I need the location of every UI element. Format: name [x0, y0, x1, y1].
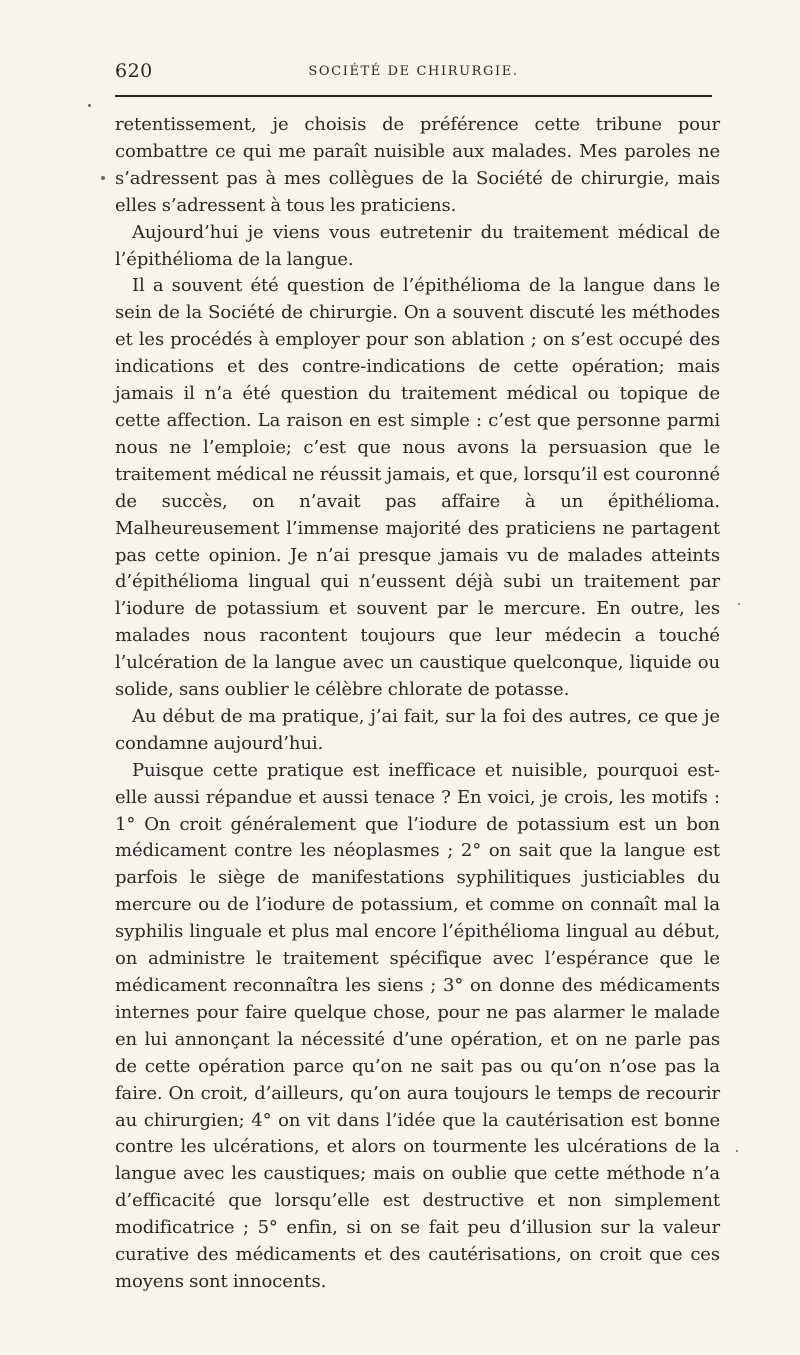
header-rule: [115, 95, 712, 97]
paragraph-2: Aujourd’hui je viens vous eutretenir du traitement médical de l’épithélioma de la langue.: [115, 221, 720, 270]
paper-speck: [736, 1150, 738, 1152]
page-number: 620: [115, 60, 153, 82]
paper-speck: [101, 176, 105, 180]
paragraph-5: Puisque cette pratique est inefficace et nuisible, pourquoi est-elle aussi répandue et aussi tenace ? En voici, je crois, les motifs : 1° On croit généralement que l’iodure de potassium est un bon médicament contre les néoplasmes ; 2° on sait que la langue est parfois le siège de manifestations syphilitiques justiciables du mercure ou de l’iodure de potassium, et comme on connaît mal la syphilis linguale et plus mal encore l’épithélioma lingual au début, on administre le traitement spécifique avec l’espérance que le médicament reconnaîtra les siens ; 3° on donne des médicaments internes pour faire quelque chose, pour ne pas alarmer le malade en lui annonçant la nécessité d’une opération, et on ne parle pas de cette opération parce qu’on ne sait pas ou qu’on n’ose pas la faire. On croit, d’ailleurs, qu’on aura toujours le temps de recourir au chirurgien; 4° on vit dans l’idée que la cautérisation est bonne contre les ulcérations, et alors on tourmente les ulcérations de la langue avec les caustiques; mais on oublie que cette méthode n’a d’efficacité que lorsqu’elle est destructive et non simplement modificatrice ; 5° enfin, si on se fait peu d’illusion sur la valeur curative des médicaments et des cautérisations, on croit que ces moyens sont innocents.: [115, 759, 720, 1292]
page-header: [115, 58, 712, 90]
paper-speck: [88, 104, 91, 107]
paragraph-3: Il a souvent été question de l’épithélioma de la langue dans le sein de la Société de chirurgie. On a souvent discuté les méthodes et les procédés à employer pour son ablation ; on s’est occupé des indications et des contre-indications de cette opération; mais jamais il n’a été question du traitement médical ou topique de cette affection. La raison en est simple : c’est que personne parmi nous ne l’emploie; c’est que nous avons la persuasion que le traitement médical ne réussit jamais, et que, lorsqu’il est couronné de succès, on n’avait pas affaire à un épithélioma. Malheureusement l’immense majorité des praticiens ne partagent pas cette opinion. Je n’ai presque jamais vu de malades atteints d’épithélioma lingual qui n’eussent déjà subi un traitement par l’iodure de potassium et souvent par le mercure. En outre, les malades nous racontent toujours que leur médecin a touché l’ulcération de la langue avec un caustique quelconque, liquide ou solide, sans oublier le célèbre chlorate de potasse.: [115, 275, 720, 701]
paragraph-1: retentissement, je choisis de préférence cette tribune pour combattre ce qui me paraît nuisible aux malades. Mes paroles ne s’adressent pas à mes collègues de la Société de chirurgie, mais elles s’adressent à tous les praticiens.: [115, 114, 720, 216]
body-text: [115, 112, 720, 1296]
paper-speck: [738, 603, 740, 605]
paragraph-4: Au début de ma pratique, j’ai fait, sur la foi des autres, ce que je condamne aujourd’hui.: [115, 705, 720, 754]
running-title: SOCIÉTÉ DE CHIRURGIE.: [308, 64, 519, 79]
